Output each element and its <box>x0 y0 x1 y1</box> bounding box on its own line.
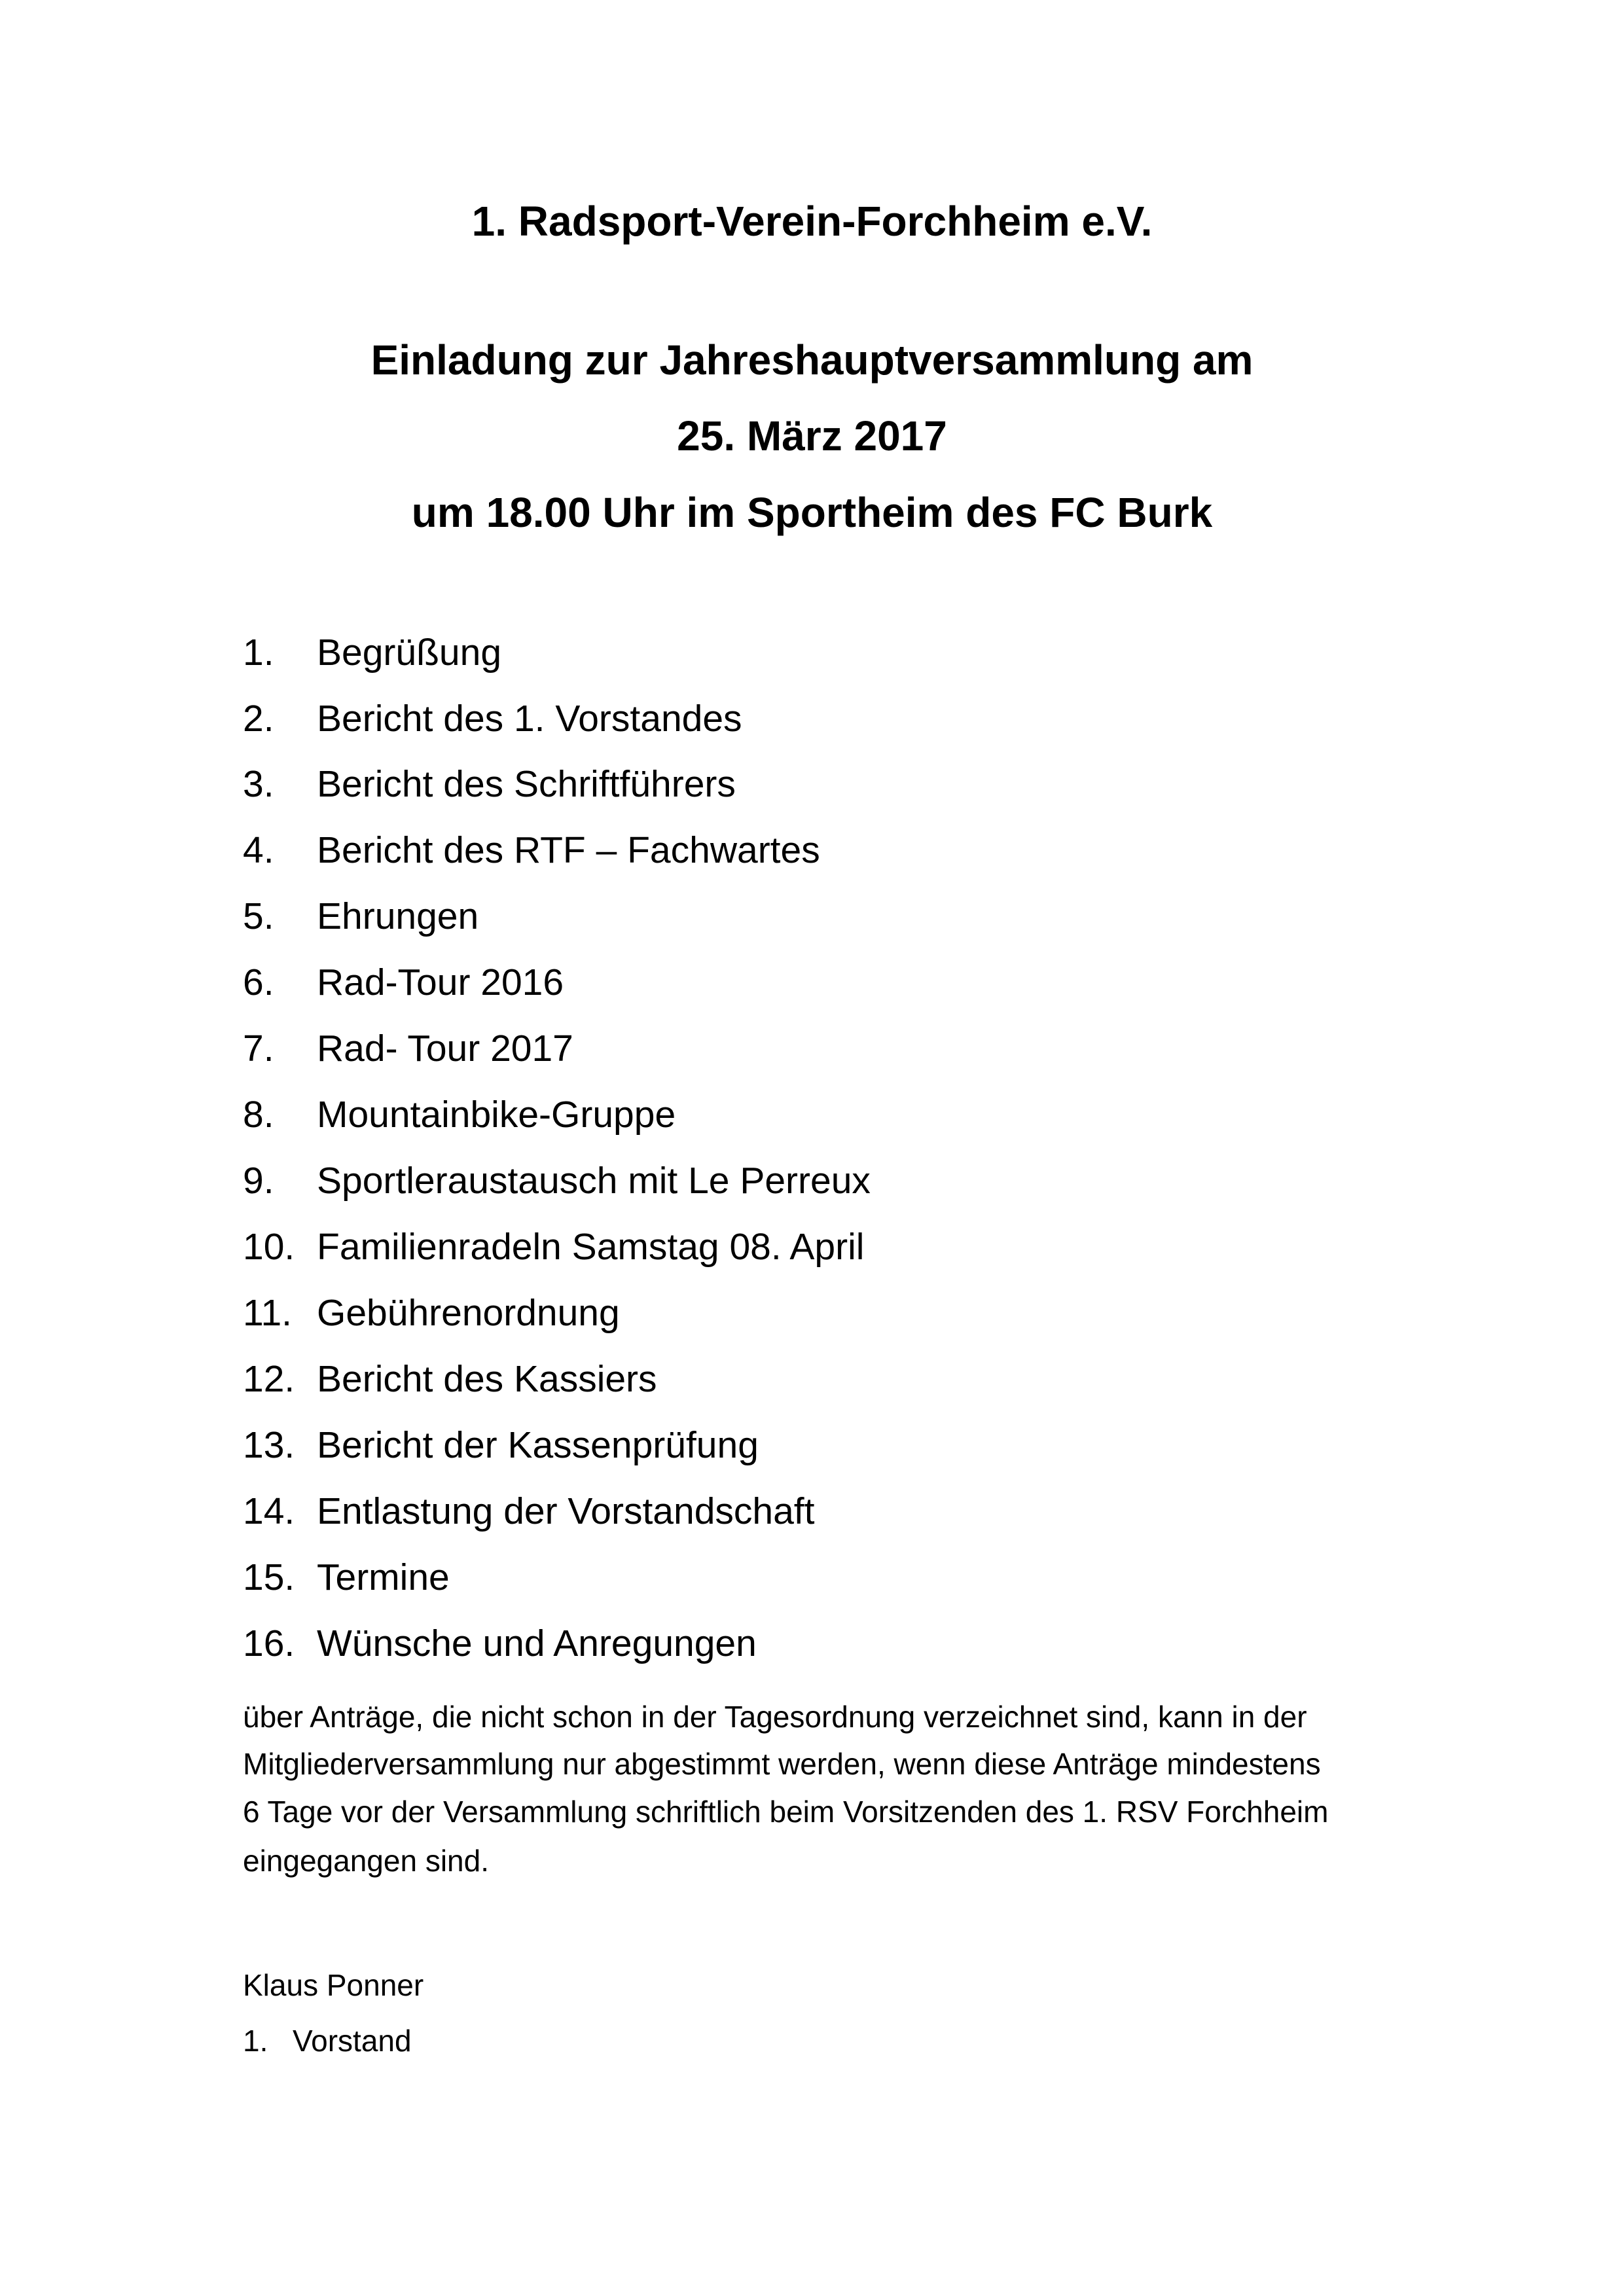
signatory-role-number: 1. <box>243 2024 268 2058</box>
agenda-item-number: 11. <box>243 1292 293 1334</box>
agenda-item-text: Wünsche und Anregungen <box>317 1623 757 1664</box>
invitation-date: 25. März 2017 <box>677 412 947 459</box>
agenda-item-text: Sportleraustausch mit Le Perreux <box>317 1160 871 1202</box>
agenda-item-text: Ehrungen <box>317 895 479 937</box>
signatory-name: Klaus Ponner <box>243 1968 424 2002</box>
agenda-item-number: 12. <box>243 1358 295 1400</box>
agenda-item-number: 10. <box>243 1226 295 1268</box>
agenda-item-text: Rad-Tour 2016 <box>317 961 564 1003</box>
agenda-item-text: Bericht der Kassenprüfung <box>317 1424 759 1466</box>
agenda-item-number: 6. <box>243 961 274 1003</box>
agenda-item-text: Gebührenordnung <box>317 1292 620 1334</box>
agenda-item-text: Bericht des Kassiers <box>317 1358 657 1400</box>
note-line: 6 Tage vor der Versammlung schriftlich beim Vorsitzenden des 1. RSV Forchheim <box>243 1795 1329 1829</box>
agenda-item-text: Rad- Tour 2017 <box>317 1028 573 1069</box>
agenda-item-text: Bericht des Schriftführers <box>317 763 736 805</box>
agenda-item-number: 1. <box>243 632 274 673</box>
agenda-item-number: 3. <box>243 763 274 805</box>
agenda-item-text: Bericht des 1. Vorstandes <box>317 698 742 740</box>
agenda-item-text: Termine <box>317 1556 450 1598</box>
agenda-item-text: Bericht des RTF – Fachwartes <box>317 829 820 871</box>
agenda-item-number: 2. <box>243 698 274 740</box>
agenda-item-number: 14. <box>243 1490 295 1532</box>
agenda-item-text: Familienradeln Samstag 08. April <box>317 1226 865 1268</box>
agenda-item-number: 8. <box>243 1094 274 1136</box>
signatory-role-text: Vorstand <box>293 2024 412 2058</box>
agenda-item-number: 16. <box>243 1623 295 1664</box>
invitation-time-place: um 18.00 Uhr im Sportheim des FC Burk <box>411 489 1213 536</box>
agenda-item-number: 4. <box>243 829 274 871</box>
agenda-item-number: 5. <box>243 895 274 937</box>
agenda-item-number: 15. <box>243 1556 295 1598</box>
note-line: über Anträge, die nicht schon in der Tagesordnung verzeichnet sind, kann in der <box>243 1700 1307 1734</box>
club-name-heading: 1. Radsport-Verein-Forchheim e.V. <box>471 198 1153 245</box>
agenda-item-number: 13. <box>243 1424 295 1466</box>
agenda-item-number: 9. <box>243 1160 274 1202</box>
note-line: eingegangen sind. <box>243 1844 489 1878</box>
agenda-item-text: Entlastung der Vorstandschaft <box>317 1490 815 1532</box>
note-line: Mitgliederversammlung nur abgestimmt werden, wenn diese Anträge mindestens <box>243 1747 1321 1781</box>
invitation-heading: Einladung zur Jahreshauptversammlung am <box>370 336 1254 384</box>
agenda-item-number: 7. <box>243 1028 274 1069</box>
agenda-item-text: Begrüßung <box>317 632 502 673</box>
agenda-item-text: Mountainbike-Gruppe <box>317 1094 676 1136</box>
